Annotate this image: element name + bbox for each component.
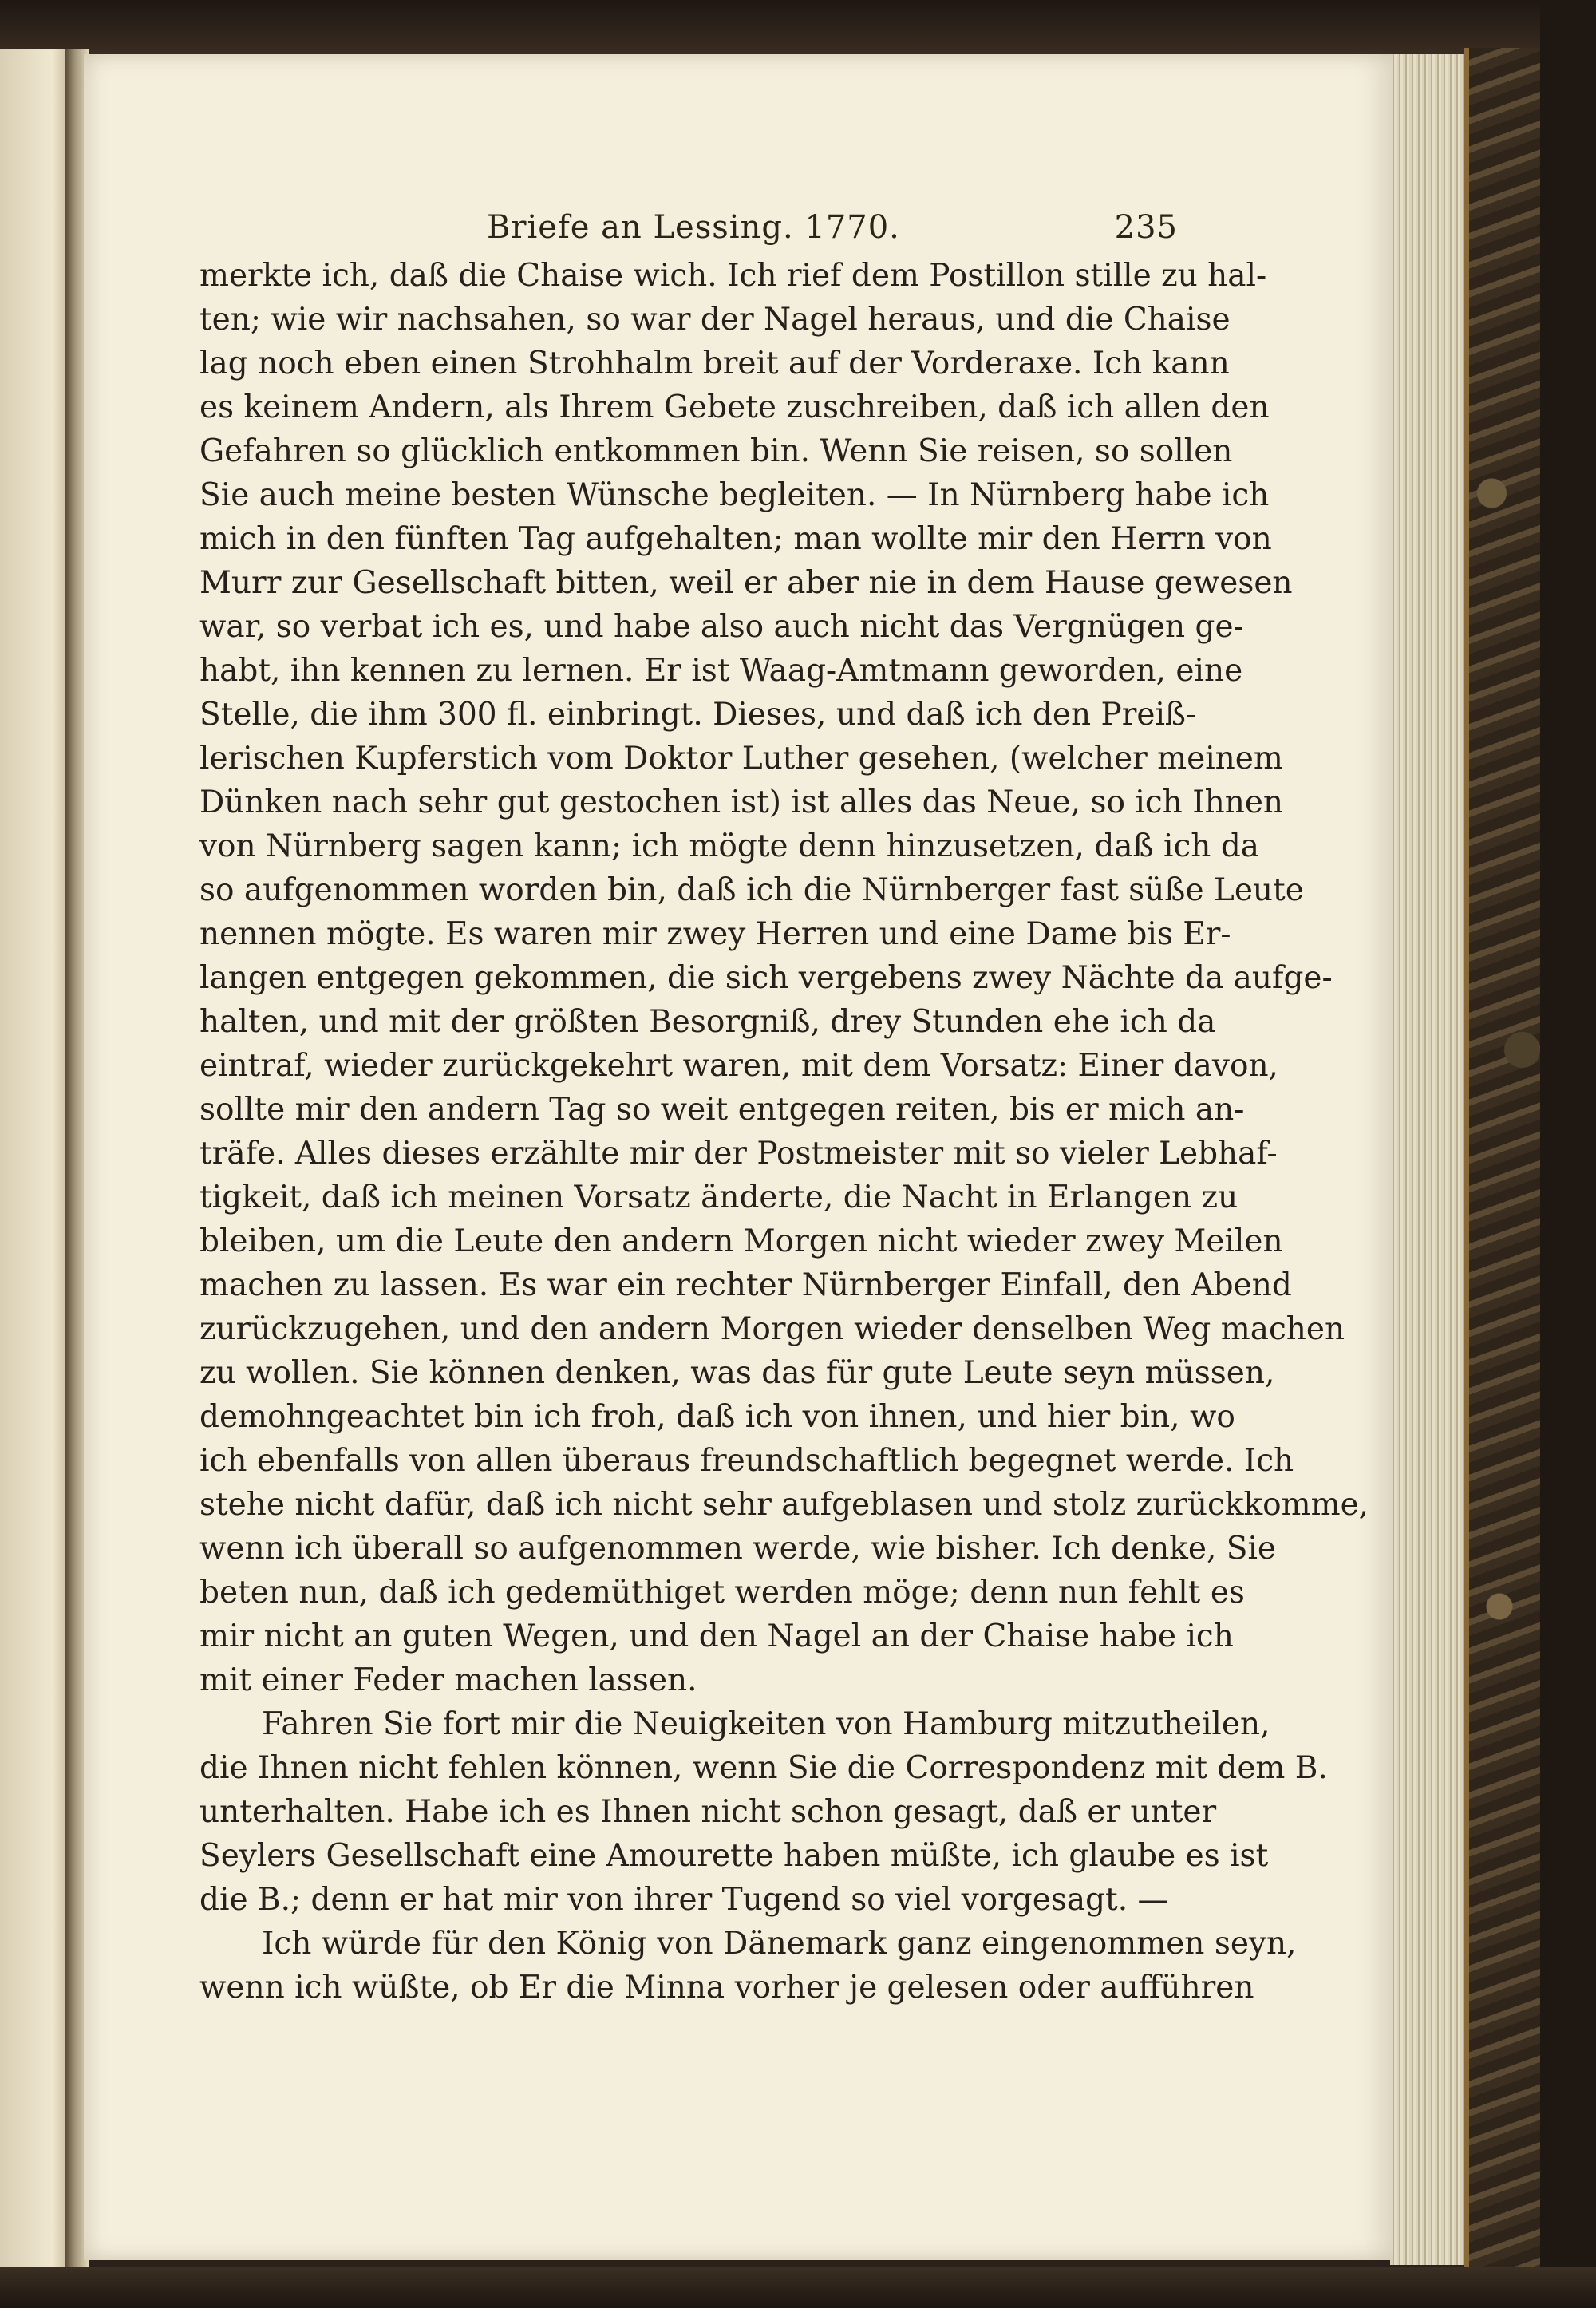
text-line: mich in den fünften Tag aufgehalten; man wollte mir den Herrn von [200, 521, 1272, 557]
text-line: es keinem Andern, als Ihrem Gebete zuschreiben, daß ich allen den [200, 389, 1270, 425]
text-line: träfe. Alles dieses erzählte mir der Postmeister mit so vieler Lebhaf- [200, 1136, 1278, 1172]
text-line: von Nürnberg sagen kann; ich mögte denn hinzusetzen, daß ich da [200, 828, 1260, 864]
text-line: Seylers Gesellschaft eine Amourette haben müßte, ich glaube es ist [200, 1838, 1269, 1874]
text-line: Dünken nach sehr gut gestochen ist) ist alles das Neue, so ich Ihnen [200, 784, 1284, 820]
text-line: machen zu lassen. Es war ein rechter Nürnberger Einfall, den Abend [200, 1267, 1292, 1303]
text-line: eintraf, wieder zurückgekehrt waren, mit dem Vorsatz: Einer davon, [200, 1048, 1278, 1084]
text-line: Stelle, die ihm 300 fl. einbringt. Dieses, und daß ich den Preiß- [200, 697, 1197, 733]
text-line: halten, und mit der größten Besorgniß, drey Stunden ehe ich da [200, 1004, 1216, 1040]
text-line: zurückzugehen, und den andern Morgen wieder denselben Weg machen [200, 1311, 1345, 1347]
text-line: sollte mir den andern Tag so weit entgegen reiten, bis er mich an- [200, 1092, 1245, 1128]
text-line: war, so verbat ich es, und habe also auch nicht das Vergnügen ge- [200, 609, 1244, 645]
text-line: bleiben, um die Leute den andern Morgen nicht wieder zwey Meilen [200, 1223, 1283, 1259]
page-number: 235 [1114, 209, 1178, 246]
text-line: nennen mögte. Es waren mir zwey Herren und eine Dame bis Er- [200, 916, 1231, 952]
text-line: Sie auch meine besten Wünsche begleiten. — In Nürnberg habe ich [200, 477, 1270, 513]
text-line: die Ihnen nicht fehlen können, wenn Sie die Correspondenz mit dem B. [200, 1750, 1328, 1786]
text-line: lerischen Kupferstich vom Doktor Luther gesehen, (welcher meinem [200, 741, 1283, 777]
text-line: so aufgenommen worden bin, daß ich die Nürnberger fast süße Leute [200, 872, 1304, 908]
text-line: beten nun, daß ich gedemüthiget werden möge; denn nun fehlt es [200, 1575, 1245, 1610]
page-stack-edge [1390, 54, 1469, 2265]
body-text [200, 254, 1369, 2010]
text-line: lag noch eben einen Strohhalm breit auf der Vorderaxe. Ich kann [200, 346, 1230, 381]
text-line: zu wollen. Sie können denken, was das für gute Leute seyn müssen, [200, 1355, 1275, 1391]
text-line: merkte ich, daß die Chaise wich. Ich rief dem Postillon stille zu hal- [200, 258, 1267, 294]
text-line: Murr zur Gesellschaft bitten, weil er aber nie in dem Hause gewesen [200, 565, 1293, 601]
text-line: mir nicht an guten Wegen, und den Nagel an der Chaise habe ich [200, 1618, 1234, 1654]
text-line: unterhalten. Habe ich es Ihnen nicht schon gesagt, daß er unter [200, 1794, 1217, 1830]
text-line: die B.; denn er hat mir von ihrer Tugend so viel vorgesagt. — [200, 1882, 1169, 1918]
text-line: habt, ihn kennen zu lernen. Er ist Waag-Amtmann geworden, eine [200, 653, 1243, 689]
page-header [200, 209, 1178, 249]
text-line: wenn ich wüßte, ob Er die Minna vorher je gelesen oder aufführen [200, 1970, 1254, 2006]
running-title: Briefe an Lessing. 1770. [487, 209, 900, 246]
text-line: ich ebenfalls von allen überaus freundschaftlich begegnet werde. Ich [200, 1443, 1294, 1479]
left-page-edge [0, 49, 68, 2276]
text-line: ten; wie wir nachsahen, so war der Nagel heraus, und die Chaise [200, 302, 1231, 338]
text-line: Gefahren so glücklich entkommen bin. Wenn Sie reisen, so sollen [200, 433, 1233, 469]
background-top [0, 0, 1596, 56]
background-right [1540, 0, 1596, 2308]
paragraph-start-line: Ich würde für den König von Dänemark ganz eingenommen seyn, [262, 1926, 1297, 1962]
paragraph-start-line: Fahren Sie fort mir die Neuigkeiten von Hamburg mitzutheilen, [262, 1706, 1270, 1742]
text-line: stehe nicht dafür, daß ich nicht sehr aufgeblasen und stolz zurückkomme, [200, 1487, 1369, 1523]
text-line: tigkeit, daß ich meinen Vorsatz änderte, die Nacht in Erlangen zu [200, 1180, 1238, 1215]
text-line: mit einer Feder machen lassen. [200, 1662, 697, 1698]
background-bottom [0, 2267, 1596, 2308]
marbled-cover [1464, 48, 1545, 2274]
text-line: demohngeachtet bin ich froh, daß ich von ihnen, und hier bin, wo [200, 1399, 1235, 1435]
text-line: langen entgegen gekommen, die sich vergebens zwey Nächte da aufge- [200, 960, 1333, 996]
text-line: wenn ich überall so aufgenommen werde, wie bisher. Ich denke, Sie [200, 1531, 1277, 1567]
